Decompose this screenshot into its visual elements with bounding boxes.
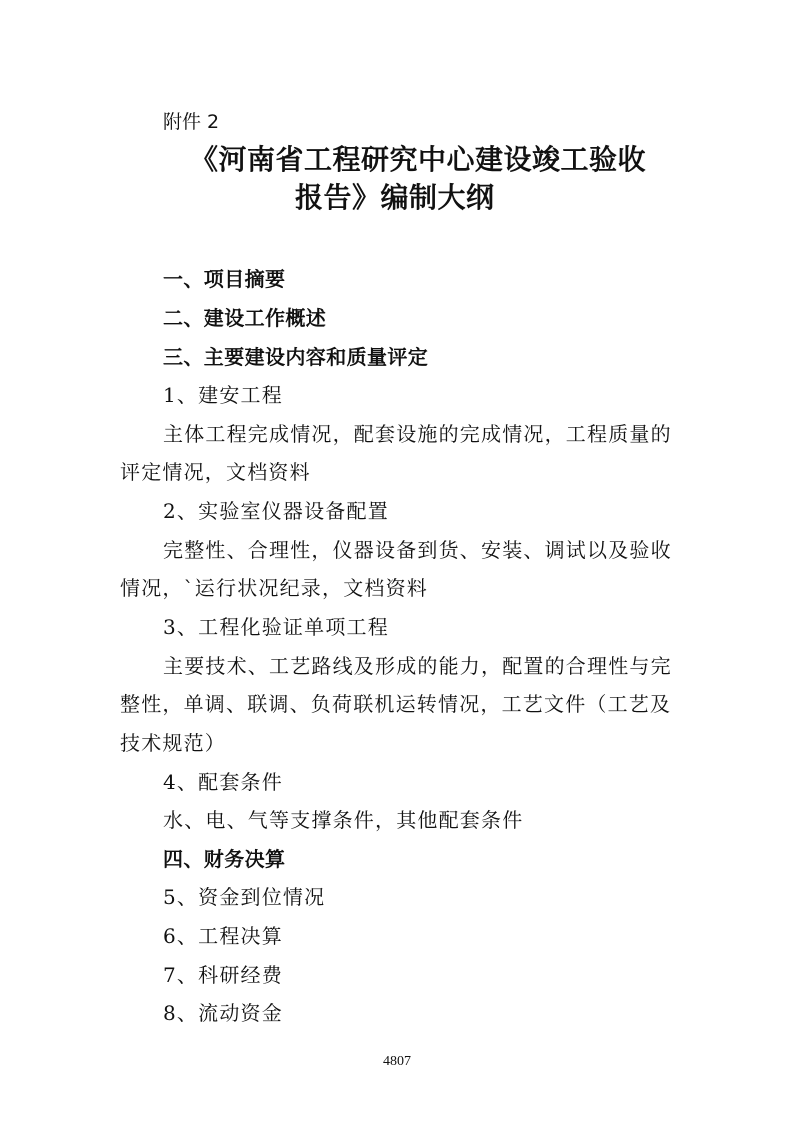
item-heading-8: 8、流动资金 xyxy=(163,1001,283,1025)
item-body-1-line-1: 主体工程完成情况，配套设施的完成情况，工程质量的 xyxy=(163,422,672,446)
item-heading-1: 1、建安工程 xyxy=(163,383,283,407)
item-heading-6: 6、工程决算 xyxy=(163,924,283,948)
item-heading-4: 4、配套条件 xyxy=(163,770,283,794)
item-body-3-line-1: 主要技术、工艺路线及形成的能力，配置的合理性与完 xyxy=(163,654,672,678)
document-title-line-2: 报告》编制大纲 xyxy=(295,181,495,214)
section-heading-1: 一、项目摘要 xyxy=(163,267,286,291)
section-heading-4: 四、财务决算 xyxy=(163,847,286,871)
item-body-3-line-3: 技术规范） xyxy=(120,731,226,755)
page-number: 4807 xyxy=(383,1054,411,1069)
item-heading-2: 2、实验室仪器设备配置 xyxy=(163,499,389,523)
section-heading-2: 二、建设工作概述 xyxy=(163,306,327,330)
item-heading-7: 7、科研经费 xyxy=(163,963,283,987)
attachment-label: 附件 2 xyxy=(163,111,220,133)
item-body-2-line-2: 情况，`运行状况纪录，文档资料 xyxy=(120,576,428,600)
item-body-3-line-2: 整性，单调、联调、负荷联机运转情况，工艺文件（工艺及 xyxy=(120,692,672,716)
item-heading-5: 5、资金到位情况 xyxy=(163,885,326,909)
document-title-line-1: 《河南省工程研究中心建设竣工验收 xyxy=(190,143,647,176)
item-body-2-line-1: 完整性、合理性，仪器设备到货、安装、调试以及验收 xyxy=(163,538,672,562)
item-body-1-line-2: 评定情况，文档资料 xyxy=(120,460,311,484)
item-heading-3: 3、工程化验证单项工程 xyxy=(163,615,389,639)
item-body-4: 水、电、气等支撑条件，其他配套条件 xyxy=(163,808,524,832)
section-heading-3: 三、主要建设内容和质量评定 xyxy=(163,345,429,369)
